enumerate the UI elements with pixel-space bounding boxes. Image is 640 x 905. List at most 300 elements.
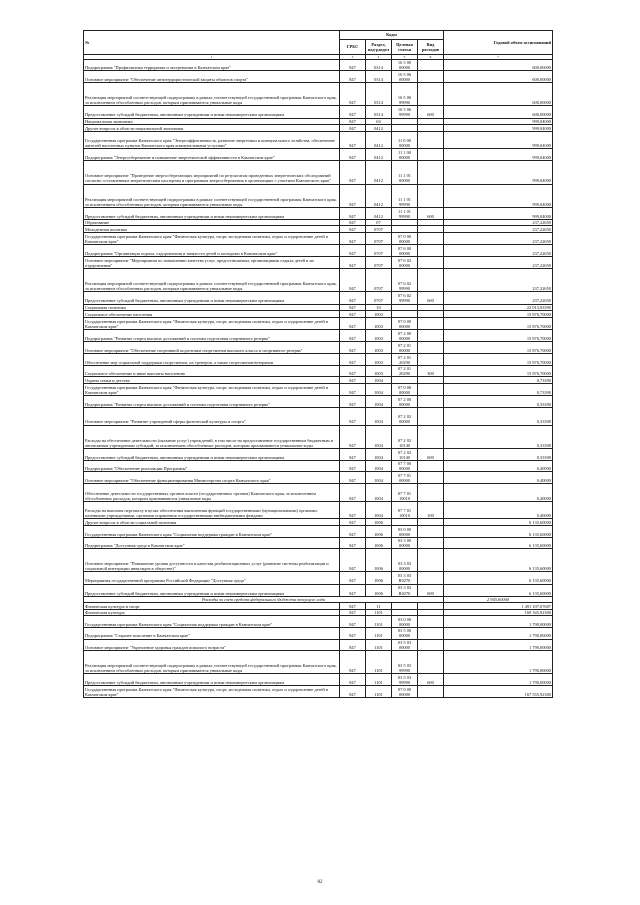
row-section: 1004 [366, 395, 392, 407]
col-index: 1 [84, 55, 340, 60]
row-target-article: 03 3 03 R0270 [392, 584, 418, 596]
row-target-article: 07 7 00 00000 [392, 460, 418, 471]
row-section: 0314 [366, 83, 392, 106]
table-row [84, 425, 553, 448]
row-target-article: 16 5 06 00000 [392, 71, 418, 83]
row-target-article: 03 0 00 00000 [392, 616, 418, 628]
row-section: 0412 [366, 161, 392, 184]
row-grbs: 847 [340, 353, 366, 365]
row-sum: 999,04000 [444, 131, 553, 149]
row-target-article: 16 5 06 99990 [392, 83, 418, 106]
row-grbs: 847 [340, 609, 366, 616]
table-row [84, 83, 553, 106]
row-name: Подпрограмма "Развитие спорта высших достижений и системы подготовки спортивного резерва" [84, 329, 340, 341]
table-row [84, 395, 553, 407]
row-section: 1101 [366, 639, 392, 650]
row-grbs: 847 [340, 226, 366, 233]
row-section: 1006 [366, 584, 392, 596]
row-target-article: 07 0 00 00000 [392, 232, 418, 244]
table-row [84, 460, 553, 471]
row-target-article: 07 2 00 00000 [392, 329, 418, 341]
header-annual-sum: Годовой объем ассигнований [444, 31, 553, 55]
row-name: Расходы на обеспечение деятельности (оказание услуг) учреждений, в том числе на предоставление государственным бюджетным и автономным учреждениям субсидий, за исключением обособленных расходов, которым присваиваются уникальные коды [84, 425, 340, 448]
row-grbs: 847 [340, 673, 366, 685]
row-target-article: 16 5 00 00000 [392, 60, 418, 71]
row-target-article: 07 0 00 00000 [392, 685, 418, 697]
row-expense-type [418, 472, 444, 484]
row-section: 1101 [366, 673, 392, 685]
row-name: Предоставление субсидий бюджетным, автономным учреждениям и иным некоммерческим организациям [84, 448, 340, 460]
row-expense-type [418, 341, 444, 353]
row-name: Предоставление субсидий бюджетным, автономным учреждениям и иным некоммерческим организациям [84, 673, 340, 685]
row-sum: 999,04000 [444, 149, 553, 161]
row-section: 1004 [366, 425, 392, 448]
row-name: Подпрограмма "Доступная среда в Камчатском крае" [84, 538, 340, 549]
row-target-article: 07 0 00 00000 [392, 317, 418, 329]
row-expense-type [418, 549, 444, 572]
row-grbs: 847 [340, 207, 366, 219]
row-sum: 2 945,60000 [444, 596, 553, 603]
row-target-article: 07 0 00 00000 [392, 383, 418, 395]
row-expense-type [418, 628, 444, 639]
row-target-article: 07 6 02 00000 [392, 257, 418, 269]
row-grbs: 847 [340, 131, 366, 149]
row-section: 1004 [366, 383, 392, 395]
row-sum: 6 135,60000 [444, 572, 553, 584]
row-grbs: 847 [340, 329, 366, 341]
row-section: 1006 [366, 525, 392, 537]
row-name: Подпрограмма "Развитие спорта высших достижений и системы подготовки спортивного резерва" [84, 395, 340, 407]
row-grbs: 847 [340, 525, 366, 537]
table-row [84, 257, 553, 269]
row-grbs: 847 [340, 484, 366, 502]
row-expense-type [418, 425, 444, 448]
row-grbs: 847 [340, 639, 366, 650]
row-name: Предоставление субсидий бюджетным, автономным учреждениям и иным некоммерческим организациям [84, 292, 340, 304]
row-grbs: 847 [340, 519, 366, 526]
row-target-article: 07 2 01 20290 [392, 365, 418, 376]
row-expense-type [418, 538, 444, 549]
row-grbs: 847 [340, 184, 366, 207]
table-row [84, 525, 553, 537]
col-index: 5 [392, 55, 418, 60]
table-row [84, 572, 553, 584]
row-name: Физическая культура [84, 609, 340, 616]
row-expense-type [418, 257, 444, 269]
row-grbs: 847 [340, 425, 366, 448]
row-name: Основное мероприятие "Мероприятия по повышению качества услуг, предоставляемых организациями отдыха детей и их оздоровления" [84, 257, 340, 269]
row-grbs: 847 [340, 232, 366, 244]
row-name: Государственная программа Камчатского края "Физическая культура, спорт, молодежная политика, отдых и оздоровление детей в Камчатском крае" [84, 685, 340, 697]
row-expense-type [418, 685, 444, 697]
row-name: Подпрограмма "Обеспечение реализации Программы" [84, 460, 340, 471]
page-number: 82 [317, 880, 323, 885]
row-expense-type [418, 407, 444, 425]
header-codes: Коды [340, 31, 444, 40]
row-grbs: 847 [340, 383, 366, 395]
row-name: Молодежная политика [84, 226, 340, 233]
row-grbs: 847 [340, 395, 366, 407]
row-name: Физическая культура и спорт [84, 603, 340, 610]
row-name: Реализация мероприятий соответствующей подпрограммы в рамках соответствующей государственной программы Камчатского края, за исключением обособленных расходов, которым присваиваются уникальные коды [84, 83, 340, 106]
table-row [84, 584, 553, 596]
table-row [84, 60, 553, 71]
row-expense-type [418, 383, 444, 395]
row-sum: 15 876,70000 [444, 365, 553, 376]
row-name: Социальная политика [84, 304, 340, 311]
row-sum: 600,00000 [444, 83, 553, 106]
row-sum: 15 876,70000 [444, 341, 553, 353]
row-expense-type [418, 131, 444, 149]
row-expense-type: 100 [418, 501, 444, 519]
row-grbs: 847 [340, 71, 366, 83]
row-sum: 0,33390 [444, 425, 553, 448]
row-sum: 600,00000 [444, 106, 553, 118]
row-sum: 999,04000 [444, 161, 553, 184]
table-row [84, 628, 553, 639]
row-grbs: 847 [340, 149, 366, 161]
table-row [84, 161, 553, 184]
row-sum: 0,40000 [444, 501, 553, 519]
row-grbs: 847 [340, 448, 366, 460]
row-target-article: 07 2 01 00000 [392, 341, 418, 353]
row-target-article: 07 6 00 00000 [392, 245, 418, 257]
row-grbs: 847 [340, 549, 366, 572]
col-index: 4 [366, 55, 392, 60]
row-sum: 15 876,70000 [444, 317, 553, 329]
col-index: 3 [340, 55, 366, 60]
row-sum: 0,40000 [444, 484, 553, 502]
row-grbs: 847 [340, 317, 366, 329]
table-row [84, 341, 553, 353]
row-target-article: 07 6 02 99990 [392, 269, 418, 292]
row-name: Расходы на выплаты персоналу в целях обеспечения выполнения функций государственными (муниципальными) органами, казенными учреждениями, органами управления государственными внебюджетными фондами [84, 501, 340, 519]
row-sum: 237,22650 [444, 232, 553, 244]
row-section: 1003 [366, 311, 392, 318]
row-name: Подпрограмма "Старшее поколение в Камчатском крае" [84, 628, 340, 639]
table-row [84, 106, 553, 118]
table-row [84, 269, 553, 292]
row-target-article: 07 2 01 20290 [392, 353, 418, 365]
row-sum: 0,73390 [444, 383, 553, 395]
table-row [84, 650, 553, 673]
row-name: Основное мероприятие "Обеспечение антитеррористической защиты объектов спорта" [84, 71, 340, 83]
row-sum: 237,22650 [444, 245, 553, 257]
row-sum: 237,22650 [444, 226, 553, 233]
row-expense-type [418, 60, 444, 71]
header-expense-type: Вид расходов [418, 40, 444, 55]
row-section: 0314 [366, 60, 392, 71]
row-expense-type: 600 [418, 448, 444, 460]
row-section: 04 [366, 118, 392, 125]
row-target-article: 11 0 00 00000 [392, 131, 418, 149]
row-grbs: 847 [340, 538, 366, 549]
table-row [84, 232, 553, 244]
row-expense-type [418, 650, 444, 673]
row-target-article: 03 3 03 R0270 [392, 572, 418, 584]
row-section: 0707 [366, 245, 392, 257]
row-expense-type [418, 232, 444, 244]
row-name: Национальная экономика [84, 118, 340, 125]
row-section: 1101 [366, 628, 392, 639]
row-name: Основное мероприятие "Обеспечение функционирования Министерства спорта Камчатского края" [84, 472, 340, 484]
row-sum: 600,00000 [444, 60, 553, 71]
row-name: Основное мероприятие "Повышение уровня доступности и качества реабилитационных услуг (развитие системы реабилитации и социальной интеграции инвалидов в обществе)" [84, 549, 340, 572]
row-name: Реализация мероприятий соответствующей подпрограммы в рамках соответствующей государственной программы Камчатского края, за исключением обособленных расходов, которым присваиваются уникальные коды [84, 184, 340, 207]
row-expense-type: 300 [418, 365, 444, 376]
row-name: Обеспечение мер социальной поддержки спортсменов, их тренеров, а также спортсменов-ветеранов [84, 353, 340, 365]
row-sum: 167 555,92300 [444, 685, 553, 697]
budget-table-page [83, 30, 553, 698]
table-row [84, 616, 553, 628]
row-sum: 169 345,92300 [444, 609, 553, 616]
row-section: 1003 [366, 317, 392, 329]
table-row [84, 184, 553, 207]
row-target-article: 07 2 00 00000 [392, 395, 418, 407]
row-section: 0412 [366, 149, 392, 161]
row-section: 11 [366, 603, 392, 610]
row-section: 1004 [366, 460, 392, 471]
row-section: 1004 [366, 484, 392, 502]
row-grbs: 847 [340, 257, 366, 269]
row-expense-type [418, 245, 444, 257]
row-expense-type [418, 317, 444, 329]
row-name: Предоставление субсидий бюджетным, автономным учреждениям и иным некоммерческим организациям [84, 207, 340, 219]
row-grbs: 847 [340, 245, 366, 257]
row-target-article: 03 5 03 99990 [392, 673, 418, 685]
row-sum: 237,22650 [444, 269, 553, 292]
header-no: № [84, 31, 340, 55]
row-grbs: 847 [340, 219, 366, 226]
row-section: 1003 [366, 353, 392, 365]
header-section: Раздел, под-раздел [366, 40, 392, 55]
row-section: 1101 [366, 685, 392, 697]
row-section: 0412 [366, 125, 392, 132]
row-section: 1101 [366, 609, 392, 616]
table-body [84, 60, 553, 698]
row-sum: 0,73390 [444, 377, 553, 384]
row-expense-type: 600 [418, 207, 444, 219]
row-grbs: 847 [340, 650, 366, 673]
row-target-article: 03 3 03 00000 [392, 549, 418, 572]
row-section: 0707 [366, 232, 392, 244]
row-target-article: 11 1 01 99990 [392, 207, 418, 219]
table-row [84, 329, 553, 341]
row-grbs: 847 [340, 584, 366, 596]
row-name: Реализация мероприятий соответствующей подпрограммы в рамках соответствующей государственной программы Камчатского края, за исключением обособленных расходов, которым присваиваются уникальные коды [84, 269, 340, 292]
row-expense-type [418, 572, 444, 584]
row-section: 1004 [366, 448, 392, 460]
row-sum: 1 790,00000 [444, 639, 553, 650]
row-section: 0412 [366, 207, 392, 219]
row-sum: 6 135,60000 [444, 549, 553, 572]
row-section: 1004 [366, 501, 392, 519]
row-expense-type [418, 484, 444, 502]
row-expense-type: 600 [418, 292, 444, 304]
row-section: 1004 [366, 472, 392, 484]
row-name: Подпрограмма "Профилактика терроризма и экстремизма в Камчатском крае" [84, 60, 340, 71]
row-name: Мероприятия государственной программы Российской Федерации "Доступная среда" [84, 572, 340, 584]
row-target-article: 07 7 01 10010 [392, 501, 418, 519]
header-target-article: Целевая статья [392, 40, 418, 55]
row-target-article: 07 6 02 99990 [392, 292, 418, 304]
table-row [84, 472, 553, 484]
row-grbs: 847 [340, 603, 366, 610]
row-expense-type [418, 353, 444, 365]
table-row [84, 484, 553, 502]
row-expense-type [418, 329, 444, 341]
row-grbs: 847 [340, 161, 366, 184]
row-grbs: 847 [340, 125, 366, 132]
row-section: 0412 [366, 184, 392, 207]
row-section: 10 [366, 304, 392, 311]
row-section: 1003 [366, 341, 392, 353]
row-name: Подпрограмма "Энергосбережение и повышение энергетической эффективности в Камчатском крае" [84, 149, 340, 161]
row-grbs: 847 [340, 118, 366, 125]
row-section: 1006 [366, 572, 392, 584]
row-expense-type [418, 639, 444, 650]
row-name: Социальное обеспечение населения [84, 311, 340, 318]
table-row [84, 549, 553, 572]
row-target-article: 11 1 00 00000 [392, 149, 418, 161]
row-grbs: 847 [340, 60, 366, 71]
row-grbs: 847 [340, 685, 366, 697]
row-grbs: 847 [340, 628, 366, 639]
row-name: Охрана семьи и детства [84, 377, 340, 384]
table-row [84, 407, 553, 425]
row-name: Образование [84, 219, 340, 226]
table-row [84, 71, 553, 83]
row-expense-type [418, 71, 444, 83]
row-sum: 999,04000 [444, 207, 553, 219]
row-sum: 6 135,60000 [444, 525, 553, 537]
row-target-article: 07 7 01 10010 [392, 484, 418, 502]
table-row [84, 365, 553, 376]
row-sum: 6 135,60000 [444, 519, 553, 526]
table-row [84, 639, 553, 650]
row-target-article: 03 5 00 00000 [392, 628, 418, 639]
row-expense-type: 600 [418, 106, 444, 118]
row-expense-type: 600 [418, 673, 444, 685]
row-section: 0707 [366, 269, 392, 292]
table-row [84, 685, 553, 697]
row-section: 0314 [366, 71, 392, 83]
row-grbs: 847 [340, 311, 366, 318]
row-sum: 15 876,70000 [444, 353, 553, 365]
row-target-article: 03 5 03 00000 [392, 639, 418, 650]
row-grbs: 847 [340, 472, 366, 484]
row-sum: 15 876,70000 [444, 329, 553, 341]
row-section: 1006 [366, 538, 392, 549]
row-target-article: 11 1 01 00000 [392, 161, 418, 184]
row-grbs: 847 [340, 304, 366, 311]
table-row [84, 501, 553, 519]
row-section: 0707 [366, 292, 392, 304]
table-row [84, 149, 553, 161]
row-sum: 999,04000 [444, 118, 553, 125]
row-grbs: 847 [340, 616, 366, 628]
row-sum: 237,22650 [444, 219, 553, 226]
row-sum: 0,40000 [444, 460, 553, 471]
row-expense-type [418, 149, 444, 161]
row-section: 1101 [366, 616, 392, 628]
table-row [84, 207, 553, 219]
header-grbs: ГРБС [340, 40, 366, 55]
row-grbs: 847 [340, 269, 366, 292]
table-row [84, 245, 553, 257]
row-sum: 15 876,70000 [444, 311, 553, 318]
table-row [84, 538, 553, 549]
row-name: Другие вопросы в области социальной политики [84, 519, 340, 526]
table-row [84, 317, 553, 329]
row-name: Государственная программа Камчатского края "Физическая культура, спорт, молодежная политика, отдых и оздоровление детей в Камчатском крае" [84, 317, 340, 329]
row-sum: 0,33390 [444, 448, 553, 460]
table-row [84, 673, 553, 685]
row-section: 07 [366, 219, 392, 226]
row-expense-type [418, 161, 444, 184]
row-sum: 999,04000 [444, 184, 553, 207]
row-target-article: 03 3 00 00000 [392, 538, 418, 549]
row-name: Государственная программа Камчатского края "Физическая культура, спорт, молодежная политика, отдых и оздоровление детей в Камчатском крае" [84, 232, 340, 244]
row-grbs: 847 [340, 292, 366, 304]
row-grbs: 847 [340, 106, 366, 118]
row-name: Другие вопросы в области национальной экономики [84, 125, 340, 132]
row-sum: 0,40000 [444, 472, 553, 484]
budget-allocation-table [83, 30, 553, 698]
table-header-row [84, 31, 553, 40]
row-expense-type [418, 184, 444, 207]
row-name: Реализация мероприятий соответствующей подпрограммы в рамках соответствующей государственной программы Камчатского края, за исключением обособленных расходов, которым присваиваются уникальные коды [84, 650, 340, 673]
row-target-article: 07 2 02 00000 [392, 407, 418, 425]
row-grbs: 847 [340, 365, 366, 376]
table-row [84, 383, 553, 395]
row-name: Обеспечение деятельности государственных органов власти (государственных органов) Камчатского края, за исключением обособленных расходов, которым присваиваются уникальные коды [84, 484, 340, 502]
row-grbs: 847 [340, 83, 366, 106]
row-sum: 6 135,60000 [444, 584, 553, 596]
row-sum: 6 135,60000 [444, 538, 553, 549]
row-expense-type [418, 460, 444, 471]
row-sum: 1 790,00000 [444, 616, 553, 628]
row-name: Государственная программа Камчатского края "Физическая культура, спорт, молодежная политика, отдых и оздоровление детей в Камчатском крае" [84, 383, 340, 395]
table-row [84, 131, 553, 149]
table-row [84, 292, 553, 304]
row-name: Основное мероприятие "Развитие учреждений сферы физической культуры и спорта" [84, 407, 340, 425]
row-target-article: 03 5 03 99990 [392, 650, 418, 673]
row-expense-type [418, 525, 444, 537]
row-section: 1004 [366, 407, 392, 425]
table-row [84, 448, 553, 460]
row-target-article: 07 7 01 00000 [392, 472, 418, 484]
row-sum: 1 790,00000 [444, 628, 553, 639]
row-section: 1003 [366, 365, 392, 376]
row-section: 0314 [366, 106, 392, 118]
row-sum: 237,22650 [444, 257, 553, 269]
table-row [84, 353, 553, 365]
row-target-article: 16 5 06 99990 [392, 106, 418, 118]
row-grbs: 847 [340, 460, 366, 471]
row-expense-type [418, 269, 444, 292]
row-expense-type [418, 616, 444, 628]
col-index: 7 [444, 55, 553, 60]
row-name: Социальное обеспечение и иные выплаты населению [84, 365, 340, 376]
row-name: Основное мероприятие "Проведение энергосберегающих мероприятий по результатам проведенных энергетических обследований согласно составленным энергетическим паспортам и программам энергосбережения в организациях с участием Камчатского края" [84, 161, 340, 184]
row-sum: 1 790,00000 [444, 650, 553, 673]
row-section: 0707 [366, 257, 392, 269]
row-sum: 1 790,00000 [444, 673, 553, 685]
row-name: Подпрограмма "Организация отдыха, оздоровления и занятости детей и молодежи в Камчатском крае" [84, 245, 340, 257]
row-name: Государственная программа Камчатского края "Социальная поддержка граждан в Камчатском крае" [84, 616, 340, 628]
row-name: Государственная программа Камчатского края "Энергоэффективность, развитие энергетики и коммунального хозяйства, обеспечение жителей населенных пунктов Камчатского края коммунальными услугами" [84, 131, 340, 149]
